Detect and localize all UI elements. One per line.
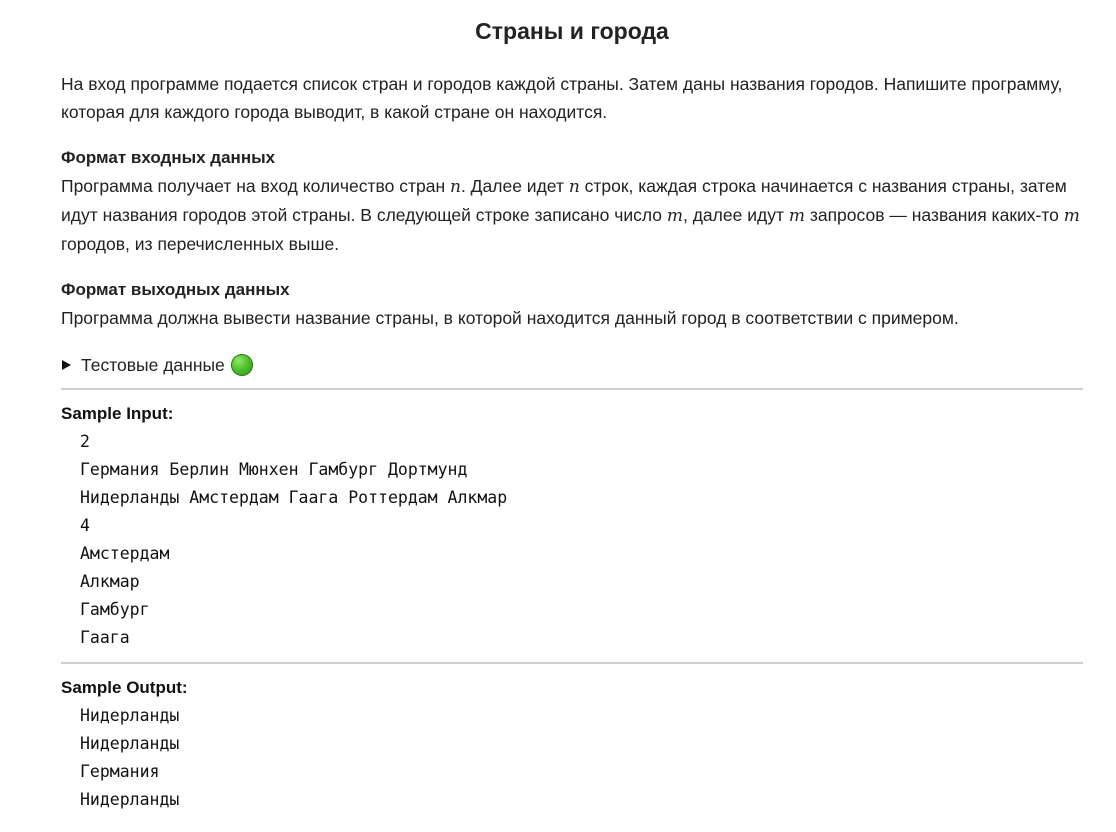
sample-input-line: Гаага <box>80 628 130 647</box>
output-format-heading: Формат выходных данных <box>61 280 290 299</box>
intro-paragraph: На вход программе подается список стран и городов каждой страны. Затем даны названия городов. Напишите программу, которая для каждого города выводит, в какой стране он находится. <box>61 74 1063 122</box>
sample-input-line: 4 <box>80 516 90 535</box>
math-var-m: m <box>1063 206 1080 226</box>
sample-output-line: Нидерланды <box>80 734 180 753</box>
input-format-text-part: строк, каждая строка начинается с названия страны, затем идут названия городов этой страны. В следующей строке записано число <box>61 176 1067 225</box>
sample-input-line: Гамбург <box>80 600 150 619</box>
input-format-text-part: . Далее идет <box>460 176 569 196</box>
sample-input-block <box>61 428 1083 652</box>
sample-input-line: Амстердам <box>80 544 170 563</box>
input-format-text <box>61 172 1083 258</box>
test-data-toggle[interactable] <box>61 350 1083 380</box>
divider <box>61 388 1083 390</box>
divider <box>61 662 1083 664</box>
input-format-text-part: городов, из перечисленных выше. <box>61 234 340 254</box>
sample-output-line: Германия <box>80 762 160 781</box>
sample-output-label: Sample Output: <box>61 678 188 697</box>
test-data-label[interactable]: Тестовые данные <box>81 355 225 375</box>
input-format-text-part: Программа получает на вход количество стран <box>61 176 450 196</box>
math-var-n: n <box>568 177 580 197</box>
sample-input-line: Германия Берлин Мюнхен Гамбург Дортмунд <box>80 460 468 479</box>
green-circle-icon <box>231 354 253 376</box>
sample-input-label: Sample Input: <box>61 404 174 423</box>
sample-input-line: 2 <box>80 432 90 451</box>
sample-input-line: Нидерланды Амстердам Гаага Роттердам Алкмар <box>80 488 508 507</box>
math-var-m: m <box>666 206 683 226</box>
page-title: Страны и города <box>475 18 669 44</box>
problem-statement <box>61 0 1083 814</box>
sample-output-line: Нидерланды <box>80 790 180 809</box>
input-format-text-part: , далее идут <box>683 205 789 225</box>
math-var-n: n <box>450 177 461 197</box>
math-var-m: m <box>788 206 805 226</box>
sample-output-block <box>61 702 1083 814</box>
sample-input-line: Алкмар <box>80 572 140 591</box>
sample-output-line: Нидерланды <box>80 706 180 725</box>
output-format-text: Программа должна вывести название страны, в которой находится данный город в соответствии с примером. <box>61 308 959 328</box>
input-format-heading: Формат входных данных <box>61 148 276 167</box>
disclosure-triangle-icon[interactable] <box>62 360 71 370</box>
input-format-text-part: запросов — названия каких-то <box>804 205 1064 225</box>
